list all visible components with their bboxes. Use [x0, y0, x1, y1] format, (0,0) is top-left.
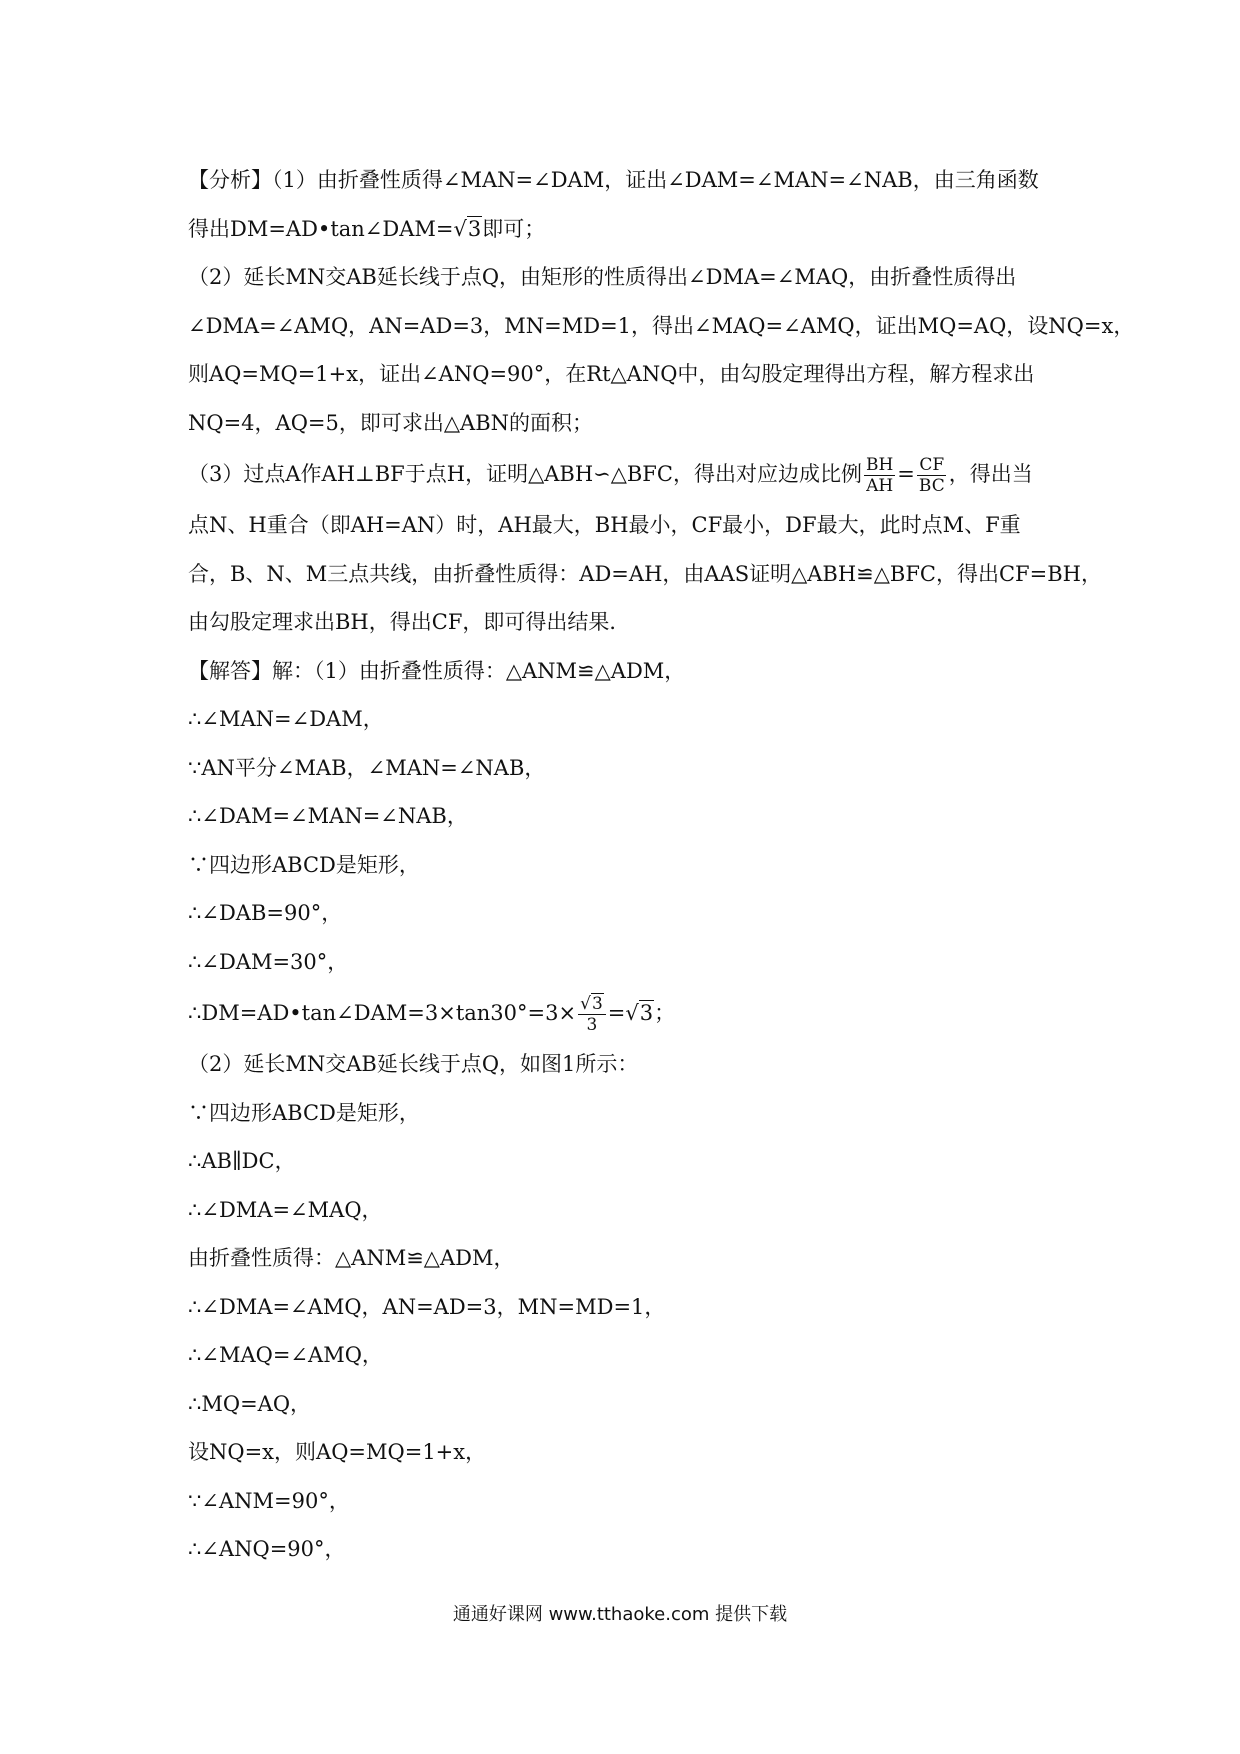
- sqrt-3-radicand: 3: [639, 1001, 654, 1025]
- solution-line-8-post: ；: [654, 1001, 676, 1025]
- solution-line-10: ∵四边形ABCD是矩形，: [188, 1100, 420, 1125]
- fraction-cf-bc: [917, 455, 947, 496]
- equals-sign: =: [897, 462, 915, 486]
- solution-line-7: ∴∠DAM=30°，: [188, 949, 349, 974]
- equals-sign: =: [607, 1001, 626, 1025]
- text-body: [188, 156, 1135, 1574]
- solution-line-4: ∴∠DAM=∠MAN=∠NAB，: [188, 804, 468, 828]
- analysis-line-9: 合，B、N、M三点共线，由折叠性质得：AD=AH，由AAS证明△ABH≌△BFC，得出CF=BH，: [188, 561, 1102, 586]
- analysis-line-6: NQ=4，AQ=5，即可求出△ABN的面积；: [188, 410, 594, 435]
- fraction-denominator: BC: [918, 476, 945, 496]
- sqrt-3-symbol: √3: [625, 1001, 654, 1025]
- solution-line-17: 设NQ=x，则AQ=MQ=1+x，: [188, 1440, 487, 1464]
- solution-line-3: ∵AN平分∠MAB，∠MAN=∠NAB，: [188, 755, 546, 780]
- fraction-sqrt3-over-3: [578, 994, 606, 1035]
- solution-line-12: ∴∠DMA=∠MAQ，: [188, 1197, 383, 1222]
- sqrt-3-symbol: √3: [453, 216, 482, 241]
- solution-line-18: ∵∠ANM=90°，: [188, 1488, 350, 1513]
- analysis-line-2-pre: 得出DM=AD•tan∠DAM=: [188, 216, 454, 241]
- analysis-line-7-pre: （3）过点A作AH⊥BF于点H，证明△ABH∽△BFC，得出对应边成比例: [188, 462, 862, 486]
- solution-line-11: ∴AB∥DC，: [188, 1149, 296, 1173]
- solution-line-9: （2）延长MN交AB延长线于点Q，如图1所示：: [188, 1052, 639, 1076]
- solution-line-8: [188, 986, 1068, 1040]
- sqrt-3-radicand: 3: [591, 994, 603, 1014]
- solution-line-1: 【解答】解：（1）由折叠性质得：△ANM≌△ADM，: [188, 658, 686, 683]
- analysis-line-2: [188, 205, 1068, 254]
- analysis-line-7: [188, 447, 1068, 501]
- solution-line-2: ∴∠MAN=∠DAM，: [188, 707, 384, 731]
- sqrt-3-radicand: 3: [467, 216, 482, 241]
- fraction-denominator: 3: [586, 1015, 598, 1035]
- fraction-bh-ah: [864, 455, 895, 496]
- fraction-numerator: CF: [919, 455, 945, 475]
- solution-line-13: 由折叠性质得：△ANM≌△ADM，: [188, 1246, 515, 1270]
- page-footer: 通通好课网 www.tthaoke.com 提供下载: [452, 1604, 788, 1625]
- fraction-numerator: BH: [865, 455, 894, 475]
- solution-line-5: ∵四边形ABCD是矩形，: [188, 852, 420, 877]
- analysis-line-10: 由勾股定理求出BH，得出CF，即可得出结果．: [188, 610, 631, 634]
- solution-line-16: ∴MQ=AQ，: [188, 1391, 312, 1416]
- solution-line-6: ∴∠DAB=90°，: [188, 901, 343, 925]
- sqrt-3-symbol: √3: [580, 994, 603, 1014]
- solution-line-8-pre: ∴DM=AD•tan∠DAM=3×tan30°=3×: [188, 1001, 577, 1025]
- analysis-line-8: 点N、H重合（即AH=AN）时，AH最大，BH最小，CF最小，DF最大，此时点M、F重: [188, 513, 1021, 537]
- analysis-line-5: 则AQ=MQ=1+x，证出∠ANQ=90°，在Rt△ANQ中，由勾股定理得出方程，解方程求出: [188, 362, 1035, 386]
- fraction-denominator: AH: [866, 476, 894, 496]
- analysis-line-3: （2）延长MN交AB延长线于点Q，由矩形的性质得出∠DMA=∠MAQ，由折叠性质得出: [188, 265, 1017, 289]
- analysis-line-2-post: 即可；: [482, 216, 546, 241]
- fraction-numerator: [578, 994, 606, 1015]
- solution-line-19: ∴∠ANQ=90°，: [188, 1537, 346, 1561]
- analysis-line-1: 【分析】（1）由折叠性质得∠MAN=∠DAM，证出∠DAM=∠MAN=∠NAB，由三角函数: [188, 168, 1039, 192]
- analysis-line-7-post: ，得出当: [948, 462, 1033, 486]
- solution-line-15: ∴∠MAQ=∠AMQ，: [188, 1343, 383, 1367]
- analysis-line-4: ∠DMA=∠AMQ，AN=AD=3，MN=MD=1，得出∠MAQ=∠AMQ，证出MQ=AQ，设NQ=x，: [188, 313, 1135, 338]
- solution-line-14: ∴∠DMA=∠AMQ，AN=AD=3，MN=MD=1，: [188, 1294, 666, 1319]
